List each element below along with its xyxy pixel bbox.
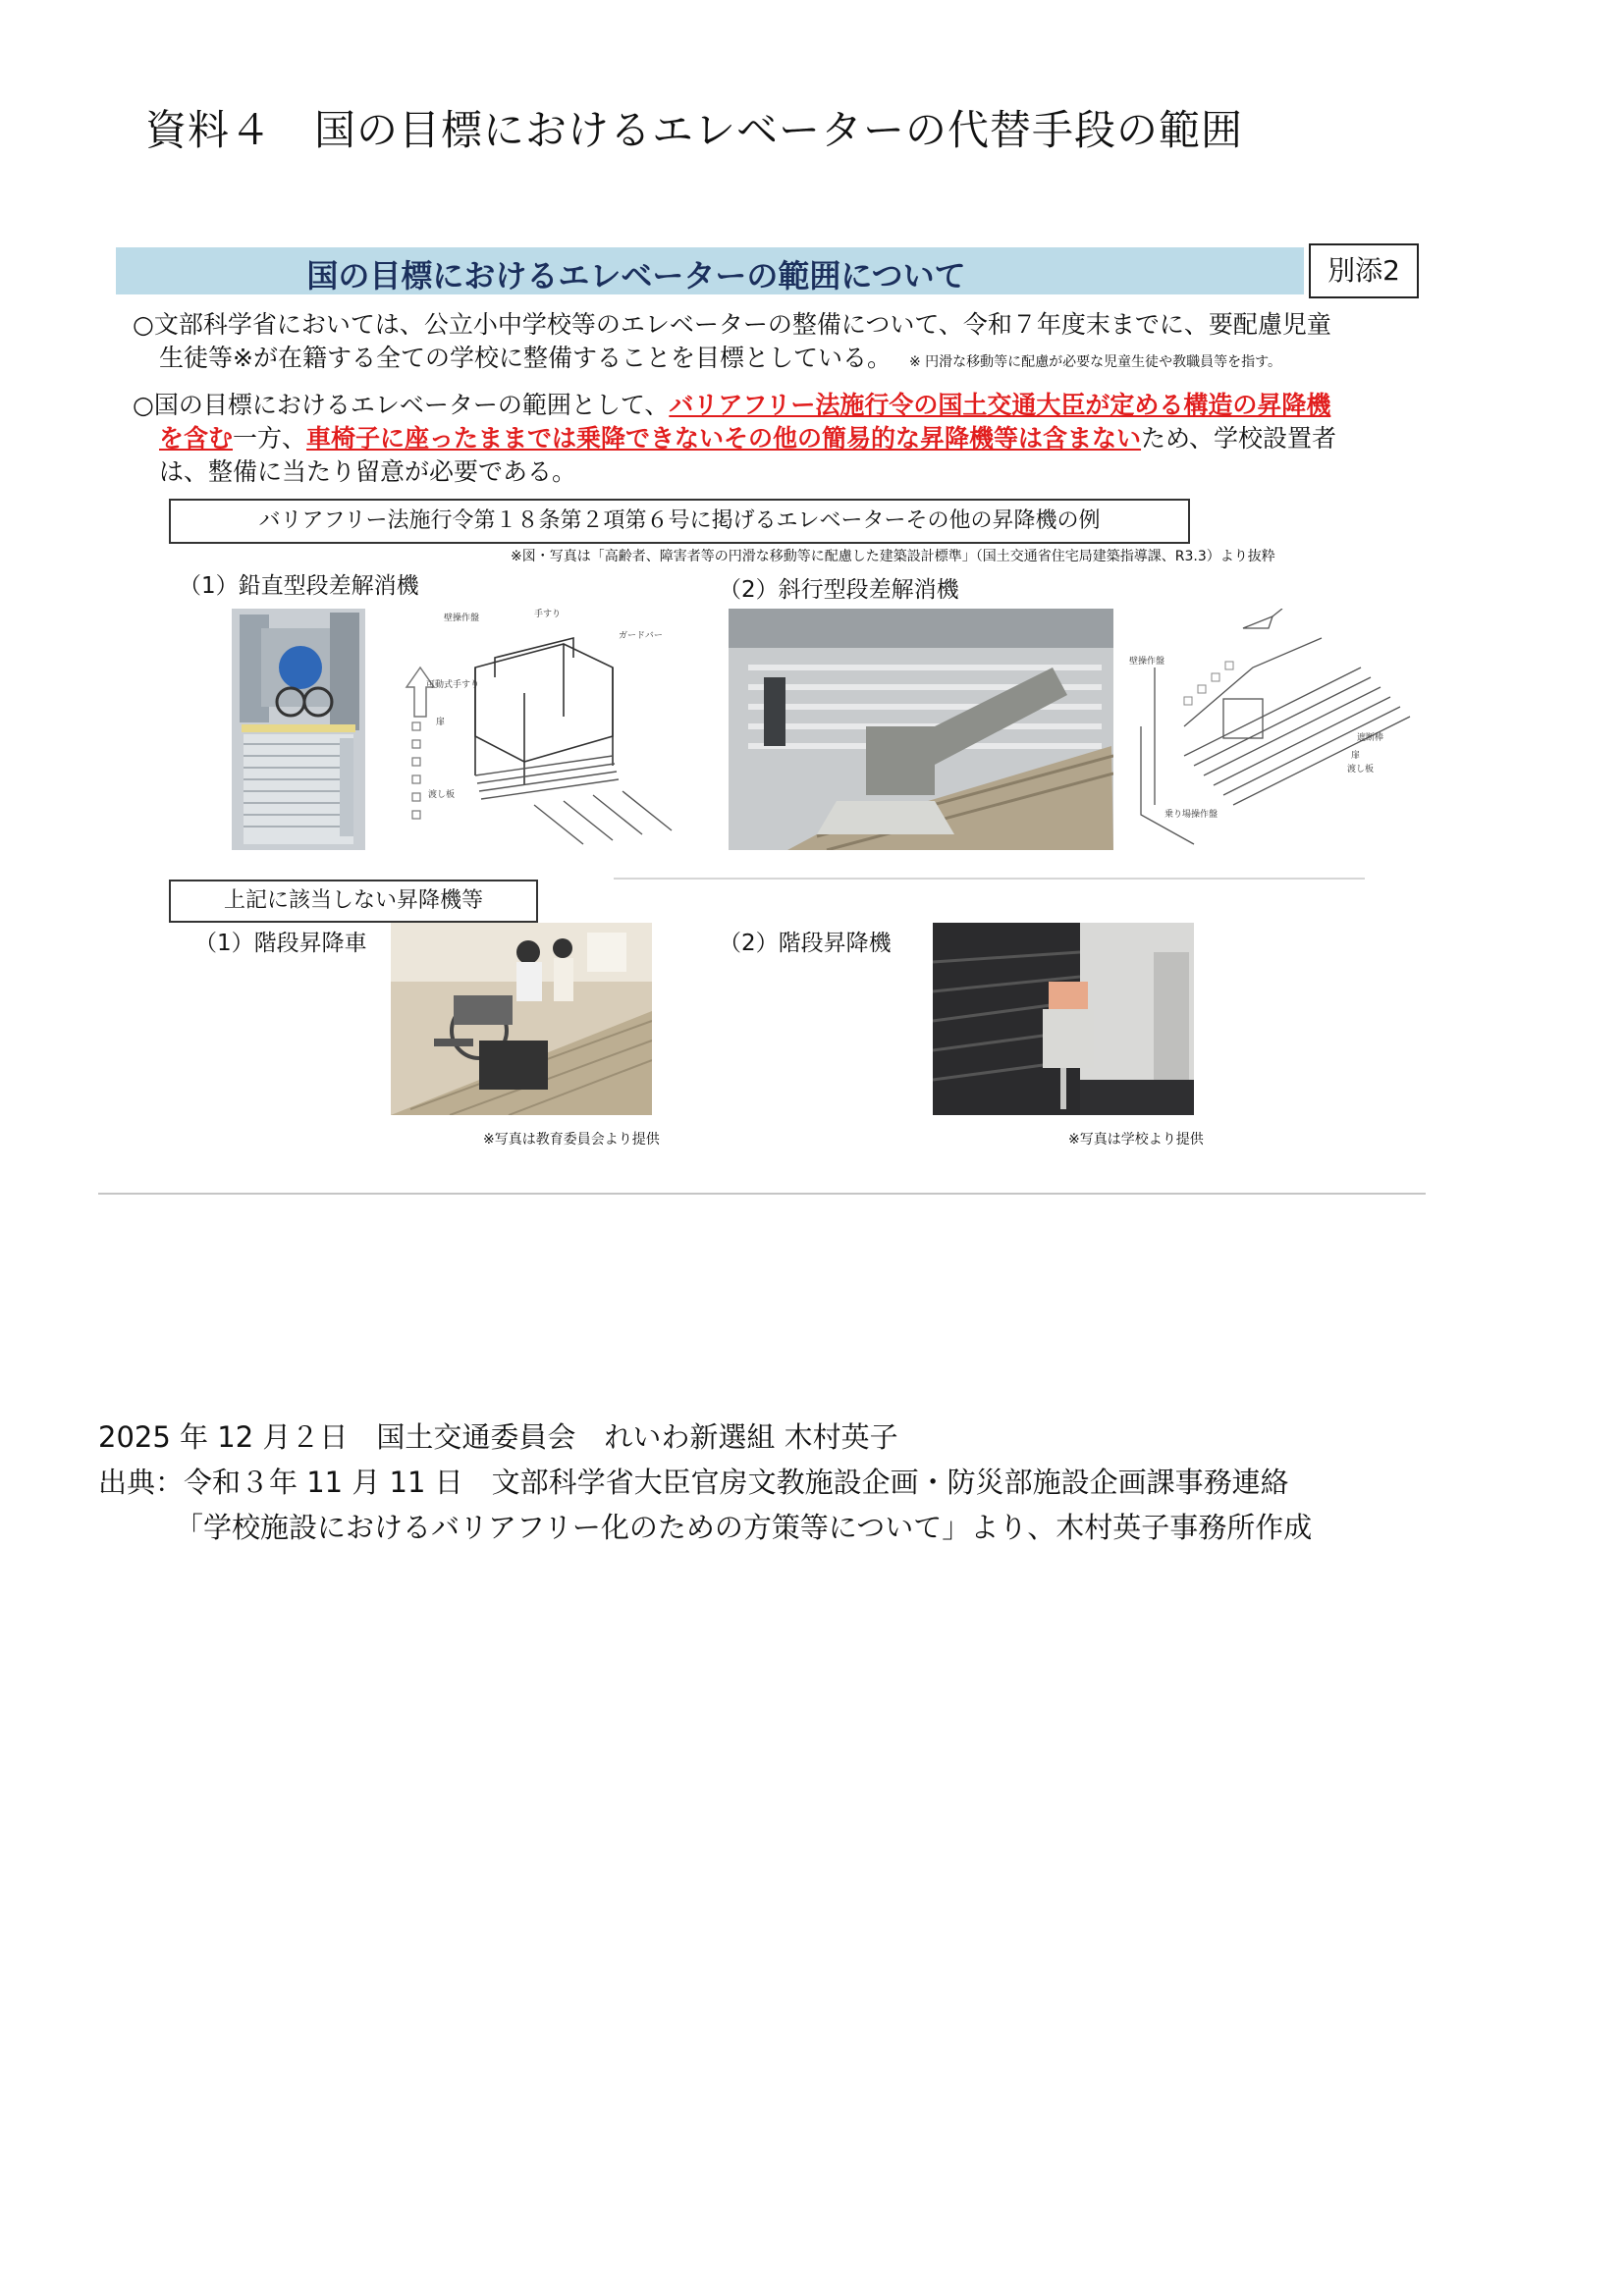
footer-source-line: 出典：令和３年 11 月 11 日 文部科学省大臣官房文教施設企画・防災部施設企画課事務連絡	[98, 1466, 1289, 1499]
footer-date-committee: 2025 年 12 月２日 国土交通委員会 れいわ新選組 木村英子	[98, 1420, 898, 1454]
d1-label-door: 扉	[436, 718, 446, 727]
d1-label-movable-handrail: 可動式手すり	[426, 680, 480, 690]
para2-tail: ため、学校設置者	[1141, 424, 1337, 453]
vertical-lift-photo	[232, 609, 365, 850]
d1-label-handrail: 手すり	[534, 610, 562, 619]
d2-label-door: 扉	[1351, 751, 1361, 761]
d2-label-barrier: 遮断棒	[1357, 733, 1384, 743]
box1-label: バリアフリー法施行令第１８条第２項第６号に掲げるエレベーターその他の昇降機の例	[169, 499, 1190, 544]
section-rule	[614, 878, 1365, 880]
d2-label-bridge-plate: 渡し板	[1347, 765, 1375, 774]
d2-label-landing-panel: 乗り場操作盤	[1164, 810, 1218, 820]
box2-label: 上記に該当しない昇降機等	[169, 880, 538, 923]
d1-label-guard-bar: ガードバー	[619, 631, 663, 641]
subheading-stair-climber: （1）階段昇降車	[194, 931, 367, 956]
slide-figure	[98, 243, 1424, 1196]
para2-line1	[133, 389, 1330, 422]
document-title: 資料４ 国の目標におけるエレベーターの代替手段の範囲	[145, 106, 1244, 154]
slide-banner-title: 国の目標におけるエレベーターの範囲について	[306, 257, 966, 294]
para1-line2	[159, 342, 1281, 379]
para2-highlight2: 車椅子に座ったままでは乗降できないその他の簡易的な昇降機等は含まない	[306, 424, 1142, 453]
footer-source-title: 「学校施設におけるバリアフリー化のための方策等について」より、木村英子事務所作成	[175, 1511, 1313, 1544]
subheading-stair-lift: （2）階段昇降機	[719, 931, 892, 956]
caption-stair-lift: ※写真は学校より提供	[1068, 1132, 1204, 1148]
inclined-lift-diagram	[1125, 609, 1420, 850]
d1-label-wall-panel: 壁操作盤	[444, 614, 480, 623]
para2-highlight1b: を含む	[159, 424, 234, 453]
para1-line1: ○文部科学省においては、公立小中学校等のエレベーターの整備について、令和７年度末までに、要配慮児童	[133, 310, 1331, 339]
vertical-lift-diagram	[387, 609, 711, 850]
para2-highlight1a: バリアフリー法施行令の国土交通大臣が定める構造の昇降機	[669, 391, 1331, 419]
stair-climber-photo	[391, 923, 652, 1115]
source-note: ※図・写真は「高齢者、障害者等の円滑な移動等に配慮した建築設計標準」（国土交通省住宅局建築指導課、R3.3）より抜粋	[511, 549, 1275, 564]
inclined-lift-photo	[729, 609, 1113, 850]
d2-label-wall-panel: 壁操作盤	[1129, 657, 1165, 667]
subheading-vertical-lift: （1）鉛直型段差解消機	[179, 573, 419, 599]
subheading-inclined-lift: （2）斜行型段差解消機	[719, 577, 959, 603]
d1-label-bridge-plate: 渡し板	[428, 790, 456, 800]
para2-intro: ○国の目標におけるエレベーターの範囲として、	[133, 391, 670, 419]
slide-banner	[116, 247, 1304, 294]
slide-bottom-rule	[98, 1193, 1426, 1195]
annex-label: 別添2	[1309, 243, 1419, 298]
caption-stair-climber: ※写真は教育委員会より提供	[483, 1132, 660, 1148]
para2-line3: は、整備に当たり留意が必要である。	[159, 457, 577, 486]
para2-mid: 一方、	[233, 424, 307, 453]
stair-lift-photo	[933, 923, 1194, 1115]
para2-line2	[159, 422, 1336, 455]
para1-line2-text: 生徒等※が在籍する全ての学校に整備することを目標としている。	[159, 344, 892, 372]
para1-footnote: ※ 円滑な移動等に配慮が必要な児童生徒や教職員等を指す。	[908, 354, 1282, 370]
